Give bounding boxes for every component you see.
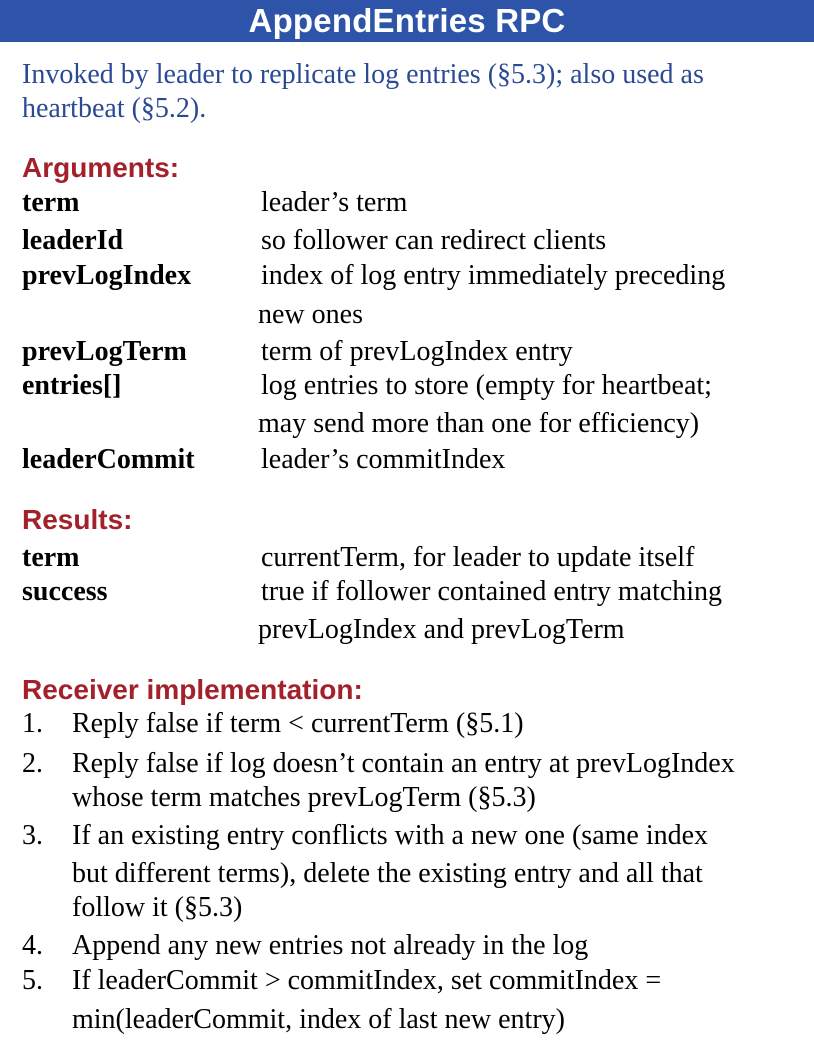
argument-desc: log entries to store (empty for heartbeat; <box>261 370 712 401</box>
step-number: 2. <box>22 748 43 779</box>
step-number: 4. <box>22 930 43 961</box>
step-text: Reply false if log doesn’t contain an entry at prevLogIndex <box>72 748 735 779</box>
argument-name: leaderCommit <box>22 444 195 475</box>
step-text: Append any new entries not already in the log <box>72 930 589 961</box>
description-line: Invoked by leader to replicate log entries (§5.3); also used as <box>22 59 704 90</box>
step-text: If an existing entry conflicts with a new one (same index <box>72 820 709 851</box>
result-name: success <box>22 576 108 607</box>
argument-name: entries[] <box>22 370 122 401</box>
result-desc: true if follower contained entry matching <box>261 576 723 607</box>
argument-name: leaderId <box>22 225 124 256</box>
result-desc: currentTerm, for leader to update itself <box>261 542 695 573</box>
results-heading: Results: <box>22 504 133 535</box>
receiver-heading: Receiver implementation: <box>22 674 363 705</box>
step-text: Reply false if term < currentTerm (§5.1) <box>72 708 524 739</box>
argument-desc: index of log entry immediately preceding <box>261 260 726 291</box>
argument-name: prevLogTerm <box>22 336 187 367</box>
argument-desc: may send more than one for efficiency) <box>258 408 700 439</box>
step-text: but different terms), delete the existing entry and all that <box>72 858 703 889</box>
step-text: If leaderCommit > commitIndex, set commitIndex = <box>72 965 662 996</box>
argument-desc: leader’s term <box>261 187 408 218</box>
argument-desc: new ones <box>258 299 363 330</box>
arguments-heading: Arguments: <box>22 152 180 183</box>
argument-desc: term of prevLogIndex entry <box>261 336 573 367</box>
argument-name: term <box>22 187 80 218</box>
step-text: min(leaderCommit, index of last new entry) <box>72 1004 565 1035</box>
argument-desc: so follower can redirect clients <box>261 225 607 256</box>
step-text: whose term matches prevLogTerm (§5.3) <box>72 782 536 813</box>
description-line: heartbeat (§5.2). <box>22 93 207 124</box>
argument-name: prevLogIndex <box>22 260 192 291</box>
result-desc: prevLogIndex and prevLogTerm <box>258 614 625 645</box>
step-number: 1. <box>22 708 43 739</box>
argument-desc: leader’s commitIndex <box>261 444 506 475</box>
page-title: AppendEntries RPC <box>248 2 566 39</box>
step-number: 5. <box>22 965 43 996</box>
result-name: term <box>22 542 80 573</box>
step-text: follow it (§5.3) <box>72 892 243 923</box>
step-number: 3. <box>22 820 43 851</box>
title-bar <box>0 0 814 42</box>
description <box>22 58 802 126</box>
